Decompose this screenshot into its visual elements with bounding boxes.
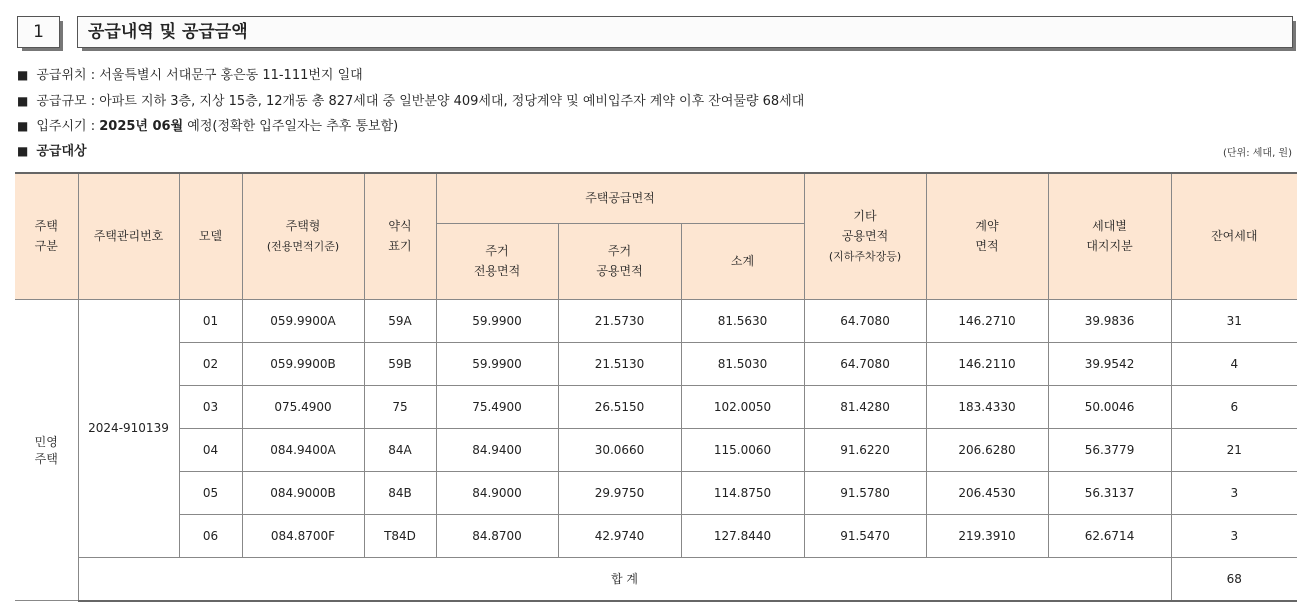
info-movein: ■ 입주시기 : 2025년 06월 예정(정확한 입주일자는 추후 통보함) <box>17 119 399 134</box>
abbr-cell: 59B <box>364 342 436 385</box>
model-cell: 02 <box>179 342 242 385</box>
square-bullet-icon: ■ <box>17 94 29 108</box>
header-abbr: 약식 표기 <box>364 173 436 299</box>
common-cell: 29.9750 <box>558 471 681 514</box>
exclusive-cell: 84.8700 <box>436 514 558 557</box>
contract-cell: 146.2110 <box>926 342 1048 385</box>
type-cell: 075.4900 <box>242 385 364 428</box>
header-supply-area: 주택공급면적 <box>436 173 804 223</box>
subtotal-cell: 127.8440 <box>681 514 804 557</box>
type-cell: 084.9400A <box>242 428 364 471</box>
unit-note: (단위: 세대, 원) <box>1222 148 1292 159</box>
total-label: 합 계 <box>78 557 1171 601</box>
header-contract-area: 계약 면적 <box>926 173 1048 299</box>
abbr-cell: 59A <box>364 299 436 342</box>
header-other-common: 기타 공용면적 (지하주차장등) <box>804 173 926 299</box>
scale-value: 아파트 지하 3층, 지상 15층, 12개동 총 827세대 중 일반분양 409세대, 정당계약 및 예비입주자 계약 이후 잔여물량 68세대 <box>99 94 805 109</box>
remaining-cell: 3 <box>1171 514 1297 557</box>
land-cell: 39.9542 <box>1048 342 1171 385</box>
info-target <box>17 142 87 161</box>
mgmt-no-cell: 2024-910139 <box>78 299 179 557</box>
land-cell: 62.6714 <box>1048 514 1171 557</box>
group-cell: 민영 주택 <box>15 299 78 601</box>
square-bullet-icon: ■ <box>17 68 29 82</box>
header-housing-type: 주택형 (전용면적기준) <box>242 173 364 299</box>
exclusive-cell: 84.9000 <box>436 471 558 514</box>
info-scale: ■ 공급규모 : 아파트 지하 3층, 지상 15층, 12개동 총 827세대 중 일반분양 409세대, 정당계약 및 예비입주자 계약 이후 잔여물량 68세대 <box>17 94 805 109</box>
exclusive-cell: 59.9900 <box>436 342 558 385</box>
remaining-cell: 4 <box>1171 342 1297 385</box>
subtotal-cell: 114.8750 <box>681 471 804 514</box>
land-cell: 56.3779 <box>1048 428 1171 471</box>
model-cell: 06 <box>179 514 242 557</box>
header-exclusive-area: 주거 전용면적 <box>436 223 558 299</box>
scale-label: 공급규모 <box>36 94 87 109</box>
table-row <box>15 514 1297 557</box>
other-cell: 91.5470 <box>804 514 926 557</box>
target-label: 공급대상 <box>36 144 87 159</box>
subtotal-cell: 81.5630 <box>681 299 804 342</box>
total-row <box>15 557 1297 601</box>
other-cell: 91.6220 <box>804 428 926 471</box>
contract-cell: 206.4530 <box>926 471 1048 514</box>
remaining-cell: 6 <box>1171 385 1297 428</box>
header-house-type: 주택 구분 <box>15 173 78 299</box>
header-common-area: 주거 공용면적 <box>558 223 681 299</box>
contract-cell: 183.4330 <box>926 385 1048 428</box>
model-cell: 03 <box>179 385 242 428</box>
table-row <box>15 299 1297 342</box>
common-cell: 26.5150 <box>558 385 681 428</box>
subtotal-cell: 81.5030 <box>681 342 804 385</box>
type-cell: 084.9000B <box>242 471 364 514</box>
info-location: ■ 공급위치 : 서울특별시 서대문구 홍은동 11-111번지 일대 <box>17 68 363 83</box>
other-cell: 91.5780 <box>804 471 926 514</box>
exclusive-cell: 75.4900 <box>436 385 558 428</box>
contract-cell: 206.6280 <box>926 428 1048 471</box>
table-row <box>15 385 1297 428</box>
table-row <box>15 428 1297 471</box>
contract-cell: 146.2710 <box>926 299 1048 342</box>
contract-cell: 219.3910 <box>926 514 1048 557</box>
movein-date: 2025년 06월 <box>99 119 184 134</box>
type-cell: 084.8700F <box>242 514 364 557</box>
table-row <box>15 342 1297 385</box>
land-cell: 39.9836 <box>1048 299 1171 342</box>
remaining-cell: 31 <box>1171 299 1297 342</box>
square-bullet-icon: ■ <box>17 144 29 158</box>
header-model: 모델 <box>179 173 242 299</box>
common-cell: 21.5730 <box>558 299 681 342</box>
total-remaining: 68 <box>1171 557 1297 601</box>
remaining-cell: 21 <box>1171 428 1297 471</box>
abbr-cell: T84D <box>364 514 436 557</box>
model-cell: 04 <box>179 428 242 471</box>
header-subtotal: 소계 <box>681 223 804 299</box>
subtotal-cell: 102.0050 <box>681 385 804 428</box>
abbr-cell: 84A <box>364 428 436 471</box>
other-cell: 64.7080 <box>804 299 926 342</box>
supply-table <box>15 172 1297 602</box>
exclusive-cell: 84.9400 <box>436 428 558 471</box>
model-cell: 01 <box>179 299 242 342</box>
location-label: 공급위치 <box>36 68 87 83</box>
movein-label: 입주시기 <box>36 119 87 134</box>
type-cell: 059.9900B <box>242 342 364 385</box>
model-cell: 05 <box>179 471 242 514</box>
table-row <box>15 471 1297 514</box>
header-remaining: 잔여세대 <box>1171 173 1297 299</box>
common-cell: 30.0660 <box>558 428 681 471</box>
section-number: 1 <box>17 16 60 48</box>
remaining-cell: 3 <box>1171 471 1297 514</box>
other-cell: 81.4280 <box>804 385 926 428</box>
square-bullet-icon: ■ <box>17 119 29 133</box>
common-cell: 21.5130 <box>558 342 681 385</box>
movein-note: 예정(정확한 입주일자는 추후 통보함) <box>183 119 399 134</box>
land-cell: 56.3137 <box>1048 471 1171 514</box>
type-cell: 059.9900A <box>242 299 364 342</box>
common-cell: 42.9740 <box>558 514 681 557</box>
abbr-cell: 84B <box>364 471 436 514</box>
header-mgmt-no: 주택관리번호 <box>78 173 179 299</box>
land-cell: 50.0046 <box>1048 385 1171 428</box>
section-title: 공급내역 및 공급금액 <box>77 16 1293 48</box>
header-land-share: 세대별 대지지분 <box>1048 173 1171 299</box>
other-cell: 64.7080 <box>804 342 926 385</box>
exclusive-cell: 59.9900 <box>436 299 558 342</box>
subtotal-cell: 115.0060 <box>681 428 804 471</box>
abbr-cell: 75 <box>364 385 436 428</box>
location-value: 서울특별시 서대문구 홍은동 11-111번지 일대 <box>99 68 363 83</box>
